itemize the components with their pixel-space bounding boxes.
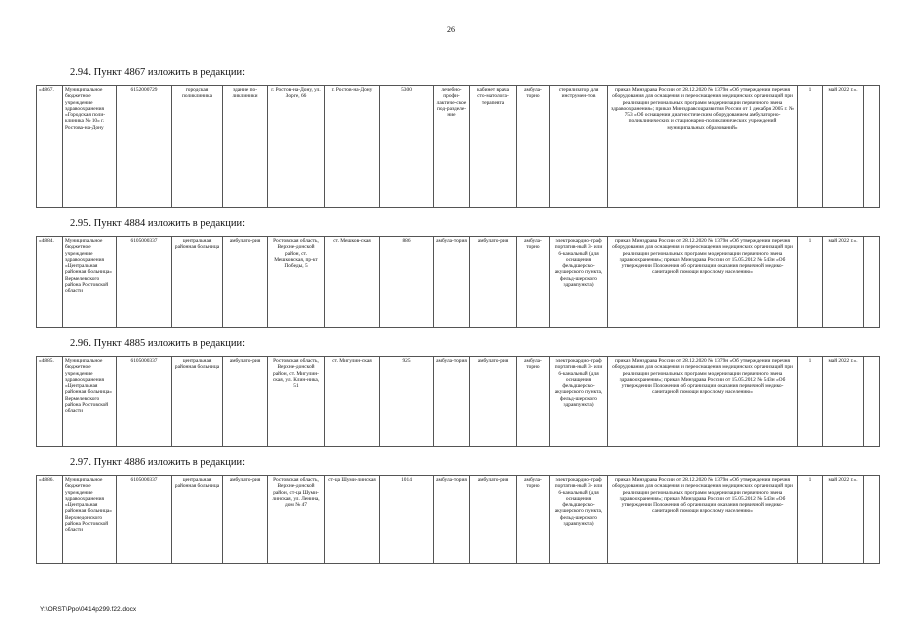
date-cell: май 2022 г.».: [823, 86, 864, 208]
empty-cell: [864, 86, 880, 208]
cabinet-cell: амбулато-рия: [470, 237, 517, 328]
empty-cell: [864, 357, 880, 447]
amendment-table: [36, 236, 880, 328]
inn-cell: 6105000337: [117, 237, 172, 328]
row-number: «4885.: [37, 357, 63, 447]
locality-cell: ст. Мигулин-ская: [325, 357, 380, 447]
equipment-cell: электрокардио-граф портатив-ный 3- или 6-канальный (для оснащения фельдшерско-акушерского пункта, фельд-шерского здравпункта): [550, 476, 608, 564]
address-cell: Ростовская область, Верхне-донской район, ст. Мешковская, пр-кт Победы, 5: [268, 237, 325, 328]
row-number: «4884.: [37, 237, 63, 328]
row-number: «4867.: [37, 86, 63, 208]
care-type-cell: амбула-торно: [517, 476, 550, 564]
locality-cell: г. Ростов-на-Дону: [325, 86, 380, 208]
population-cell: 886: [380, 237, 434, 328]
order-cell: приказ Минздрава России от 28.12.2020 № 1379н «Об утверждении перечня оборудования для оснащения и переоснащения медицинских организаций при реализации региональных программ модернизации первичного звена здравоохранения»; приказ Минздрава России от 15.05.2012 № 543н «Об утверждении Положения об организации оказания первичной медико-санитарной помощи взрослому населению»: [608, 357, 798, 447]
order-cell: приказ Минздрава России от 28.12.2020 № 1379н «Об утверждении перечня оборудования для оснащения и переоснащения медицинских организаций при реализации региональных программ модернизации первичного звена здравоохранения»; приказ Минздрава России от 15.05.2012 № 543н «Об утверждении Положения об организации оказания первичной медико-санитарной помощи взрослому населению»: [608, 237, 798, 328]
section-heading: 2.96. Пункт 4885 изложить в редакции:: [70, 338, 245, 349]
amendment-table: [36, 356, 880, 447]
footer-file-path: Y:\ORST\Ppo\0414p299.f22.docx: [40, 606, 137, 613]
cabinet-cell: амбулато-рия: [470, 357, 517, 447]
building-cell: амбулато-рия: [223, 237, 268, 328]
table-row: [37, 357, 880, 447]
date-cell: май 2022 г.».: [823, 357, 864, 447]
cabinet-cell: кабинет врача сто-матолога-терапевта: [470, 86, 517, 208]
organization-cell: Муниципальное бюджетное учреждение здравоохранения «Центральная районная больница» Вермелевского района Ростовской области: [63, 357, 117, 447]
population-cell: 925: [380, 357, 434, 447]
equipment-cell: стерилизатор для инструмен-тов: [550, 86, 608, 208]
care-type-cell: амбула-торно: [517, 357, 550, 447]
date-cell: май 2022 г.».: [823, 476, 864, 564]
section-heading: 2.97. Пункт 4886 изложить в редакции:: [70, 457, 245, 468]
empty-cell: [864, 237, 880, 328]
org-type-cell: центральная районная больница: [172, 237, 223, 328]
population-cell: 5300: [380, 86, 434, 208]
quantity-cell: 1: [798, 237, 823, 328]
address-cell: Ростовская область, Верхне-донской район, ст. Мигулин-ская, ул. Клин-ника, 51: [268, 357, 325, 447]
table-row: [37, 237, 880, 328]
empty-cell: [864, 476, 880, 564]
quantity-cell: 1: [798, 86, 823, 208]
order-cell: приказ Минздрава России от 28.12.2020 № 1379н «Об утверждении перечня оборудования для оснащения и переоснащения медицинских организаций при реализации региональных программ модернизации первичного звена здравоохранения»; приказ Минздрава России от 15.05.2012 № 543н «Об утверждении Положения об организации оказания первичной медико-санитарной помощи взрослому населению»: [608, 476, 798, 564]
organization-cell: Муниципальное бюджетное учреждение здравоохранения «Центральная районная больница» Вермелевского района Ростовской области: [63, 237, 117, 328]
building-cell: амбулато-рия: [223, 357, 268, 447]
amendment-table: [36, 475, 880, 564]
table-row: [37, 86, 880, 208]
locality-cell: ст-ца Шуми-линская: [325, 476, 380, 564]
organization-cell: Муниципальное бюджетное учреждение здравоохранения «Центральная районная больница» Верхнедонского района Ростовской области: [63, 476, 117, 564]
care-type-cell: амбула-торно: [517, 237, 550, 328]
inn-cell: 6105000337: [117, 476, 172, 564]
equipment-cell: электрокардио-граф портатив-ный 3- или 6-канальный (для оснащения фельдшерско-акушерского пункта, фельд-шерского здравпункта): [550, 237, 608, 328]
section-heading: 2.95. Пункт 4884 изложить в редакции:: [70, 218, 245, 229]
cabinet-cell: амбулато-рия: [470, 476, 517, 564]
care-type-cell: амбула-торно: [517, 86, 550, 208]
org-type-cell: городская поликлиника: [172, 86, 223, 208]
equipment-cell: электрокардио-граф портатив-ный 3- или 6-канальный (для оснащения фельдшерско-акушерского пункта, фельд-шерского здравпункта): [550, 357, 608, 447]
unit-cell: амбула-тория: [434, 357, 470, 447]
inn-cell: 6105000337: [117, 357, 172, 447]
quantity-cell: 1: [798, 476, 823, 564]
address-cell: Ростовская область, Верхне-донской район, ст-ца Шуми-линская, ул. Ленина, дом № 47: [268, 476, 325, 564]
building-cell: здание по-ликлиники: [223, 86, 268, 208]
row-number: «4886.: [37, 476, 63, 564]
table-row: [37, 476, 880, 564]
date-cell: май 2022 г.».: [823, 237, 864, 328]
unit-cell: амбула-тория: [434, 476, 470, 564]
org-type-cell: центральная районная больница: [172, 476, 223, 564]
unit-cell: амбула-тория: [434, 237, 470, 328]
address-cell: г. Ростов-на-Дону, ул. Зорге, 66: [268, 86, 325, 208]
organization-cell: Муниципальное бюджетное учреждение здравоохранения «Городская поли-клиника № 10» г. Ростова-на-Дону: [63, 86, 117, 208]
inn-cell: 6152000729: [117, 86, 172, 208]
order-cell: приказ Минздрава России от 28.12.2020 № 1379н «Об утверждении перечня оборудования для оснащения и переоснащения медицинских организаций при реализации региональных программ модернизации первичного звена здравоохранения»; приказ Минздравсоцразвития России от 1 декабря 2005 г. № 753 «Об оснащении диагностическим оборудованием амбулаторно-поликлинических и стационарно-поликлинических учреждений муниципальных образований»: [608, 86, 798, 208]
section-heading: 2.94. Пункт 4867 изложить в редакции:: [70, 67, 245, 78]
locality-cell: ст. Мешков-ская: [325, 237, 380, 328]
population-cell: 1014: [380, 476, 434, 564]
org-type-cell: центральная районная больница: [172, 357, 223, 447]
quantity-cell: 1: [798, 357, 823, 447]
page-number: 26: [447, 25, 455, 34]
amendment-table: [36, 85, 880, 208]
unit-cell: лечебно-профи-лактиче-ское под-разделе-ние: [434, 86, 470, 208]
building-cell: амбулато-рия: [223, 476, 268, 564]
